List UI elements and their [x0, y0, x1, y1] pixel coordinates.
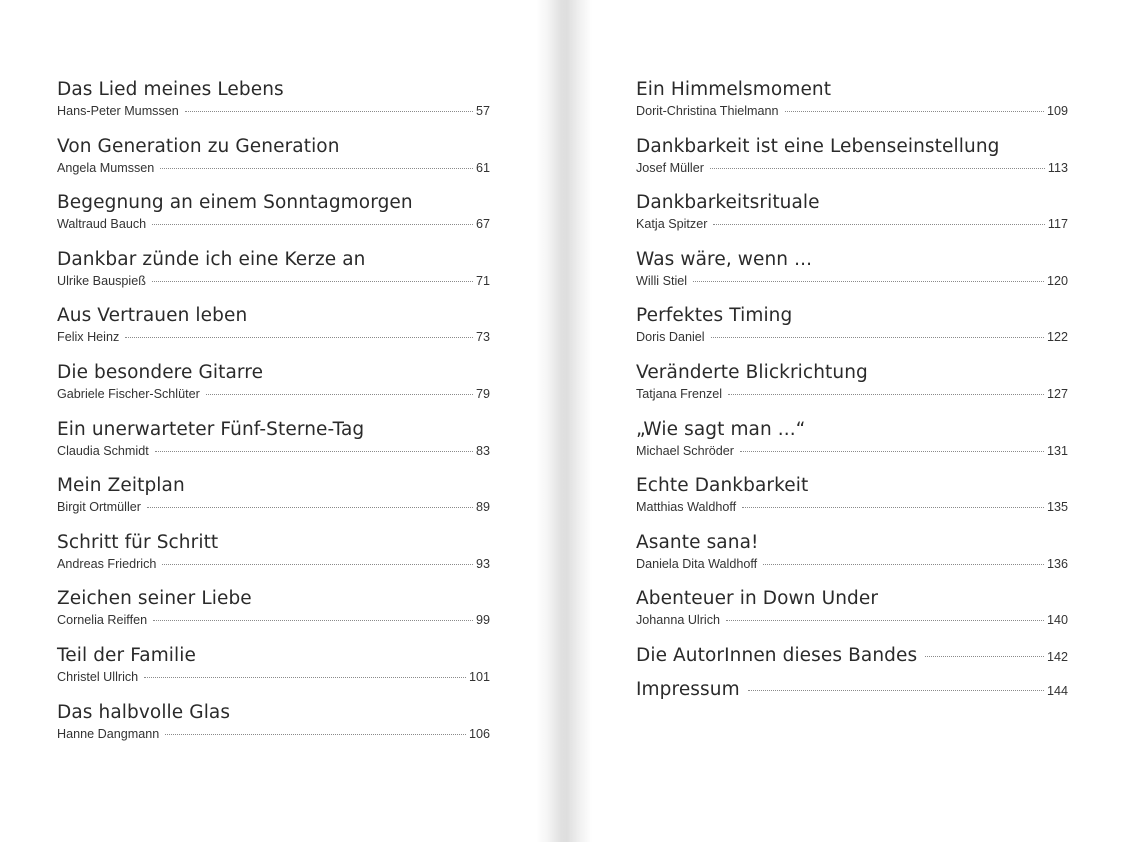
entry-meta	[57, 499, 490, 515]
dot-leader	[185, 111, 473, 112]
dot-leader	[160, 168, 473, 169]
entry-page-number: 83	[475, 443, 490, 458]
entry-meta	[57, 612, 490, 628]
entry-author: Dorit-Christina Thielmann	[636, 104, 779, 118]
entry-author: Claudia Schmidt	[57, 443, 149, 458]
entry-author: Hans-Peter Mumssen	[57, 104, 179, 118]
toc-entry-veraenderte-blickrichtung	[636, 361, 1068, 418]
entry-author: Willi Stiel	[636, 273, 688, 288]
entry-meta	[57, 160, 490, 176]
toc-entry-dankbar-zuende-ich-eine-kerze-an	[57, 248, 490, 305]
entry-meta	[636, 386, 1068, 402]
entry-author: Hanne Dangmann	[57, 726, 160, 741]
dot-leader	[728, 394, 1044, 395]
toc-entry-von-generation-zu-generation	[57, 135, 490, 192]
entry-page-number: 101	[468, 669, 490, 684]
toc-entry-aus-vertrauen-leben	[57, 304, 490, 361]
toc-entry-ein-unerwarteter-fuenf-sterne-tag	[57, 418, 490, 475]
entry-author: Christel Ullrich	[57, 669, 139, 684]
entry-title: Begegnung an einem Sonntagmorgen	[57, 192, 413, 214]
entry-title: Perfektes Timing	[636, 305, 793, 327]
dot-leader	[152, 224, 473, 225]
entry-meta	[57, 556, 490, 572]
entry-author: Felix Heinz	[57, 330, 120, 345]
right-page-contents	[636, 78, 1068, 712]
entry-author: Ulrike Bauspieß	[57, 273, 146, 288]
dot-leader	[785, 111, 1044, 112]
entry-page-number: 127	[1046, 386, 1068, 401]
dot-leader	[711, 337, 1044, 338]
toc-entry-impressum	[636, 678, 1068, 712]
toc-entry-abenteuer-in-down-under	[636, 587, 1068, 644]
toc-entry-echte-dankbarkeit	[636, 474, 1068, 531]
entry-meta	[636, 103, 1068, 119]
entry-page-number: 109	[1046, 104, 1068, 118]
entry-author: Andreas Friedrich	[57, 556, 157, 571]
toc-entry-dankbarkeit-ist-eine-lebenseinstellung	[636, 135, 1068, 192]
toc-entry-das-lied-meines-lebens	[57, 78, 490, 135]
entry-title: Ein Himmelsmoment	[636, 79, 832, 100]
entry-meta	[57, 443, 490, 459]
dot-leader	[693, 281, 1044, 282]
entry-title: Asante sana!	[636, 531, 759, 553]
entry-page-number: 73	[475, 330, 490, 345]
entry-title: Abenteuer in Down Under	[636, 588, 879, 610]
dot-leader	[763, 564, 1044, 565]
dot-leader	[162, 564, 473, 565]
entry-meta	[57, 669, 490, 685]
toc-entry-teil-der-familie	[57, 644, 490, 701]
dot-leader	[125, 337, 473, 338]
entry-page-number: 117	[1047, 217, 1068, 232]
dot-leader	[740, 451, 1044, 452]
entry-title: Dankbar zünde ich eine Kerze an	[57, 248, 366, 270]
entry-meta	[636, 216, 1068, 232]
dot-leader	[742, 507, 1044, 508]
entry-author: Waltraud Bauch	[57, 217, 147, 232]
entry-page-number: 57	[475, 104, 490, 118]
entry-title: Schritt für Schritt	[57, 531, 219, 553]
entry-meta	[57, 726, 490, 742]
toc-entry-dankbarkeitsrituale	[636, 191, 1068, 248]
entry-meta	[57, 216, 490, 232]
dot-leader	[144, 677, 466, 678]
entry-page-number: 93	[475, 556, 490, 571]
toc-entry-wie-sagt-man	[636, 418, 1068, 475]
entry-meta	[636, 273, 1068, 289]
entry-meta	[636, 160, 1068, 176]
entry-page-number: 131	[1046, 443, 1068, 458]
toc-entry-zeichen-seiner-liebe	[57, 587, 490, 644]
entry-page-number: 120	[1046, 273, 1068, 288]
entry-title: Die besondere Gitarre	[57, 361, 264, 383]
entry-meta	[57, 273, 490, 289]
entry-author: Michael Schröder	[636, 443, 734, 458]
entry-author: Gabriele Fischer-Schlüter	[57, 386, 200, 401]
entry-author: Cornelia Reiffen	[57, 613, 148, 628]
toc-entry-das-halbvolle-glas	[57, 701, 490, 758]
entry-title: Was wäre, wenn ...	[636, 248, 813, 270]
entry-meta	[636, 612, 1068, 628]
entry-title: Ein unerwarteter Fünf-Sterne-Tag	[57, 418, 365, 440]
toc-entry-schritt-fuer-schritt	[57, 531, 490, 588]
dot-leader	[147, 507, 473, 508]
entry-meta	[57, 329, 490, 345]
entry-author: Katja Spitzer	[636, 217, 708, 232]
entry-title: Dankbarkeit ist eine Lebenseinstellung	[636, 135, 1000, 157]
toc-entry-perfektes-timing	[636, 304, 1068, 361]
entry-title: Teil der Familie	[57, 644, 197, 666]
entry-page-number: 140	[1046, 613, 1068, 628]
entry-page-number: 142	[1046, 649, 1068, 664]
entry-page-number: 67	[475, 217, 490, 232]
entry-author: Daniela Dita Waldhoff	[636, 556, 758, 571]
entry-title: Veränderte Blickrichtung	[636, 361, 868, 383]
entry-title: Mein Zeitplan	[57, 475, 185, 497]
dot-leader	[710, 168, 1045, 169]
dot-leader	[206, 394, 473, 395]
toc-entry-begegnung-an-einem-sonntagmorgen	[57, 191, 490, 248]
entry-page-number: 113	[1047, 160, 1068, 175]
entry-meta	[636, 556, 1068, 572]
toc-entry-ein-himmelsmoment	[636, 78, 1068, 135]
entry-title: Von Generation zu Generation	[57, 135, 340, 157]
dot-leader	[165, 734, 466, 735]
entry-title: Die AutorInnen dieses Bandes	[636, 644, 918, 666]
entry-page-number: 136	[1046, 556, 1068, 571]
left-page-contents	[57, 78, 490, 757]
toc-entry-was-waere-wenn	[636, 248, 1068, 305]
entry-author: Angela Mumssen	[57, 160, 155, 175]
entry-author: Birgit Ortmüller	[57, 500, 141, 515]
entry-title: Das halbvolle Glas	[57, 701, 231, 723]
entry-page-number: 135	[1046, 500, 1068, 515]
toc-entry-die-besondere-gitarre	[57, 361, 490, 418]
entry-author: Doris Daniel	[636, 330, 705, 345]
entry-author: Matthias Waldhoff	[636, 500, 737, 515]
dot-leader	[925, 656, 1044, 657]
dot-leader	[713, 224, 1045, 225]
dot-leader	[726, 620, 1044, 621]
dot-leader	[155, 451, 473, 452]
entry-meta	[636, 443, 1068, 459]
entry-page-number: 106	[468, 726, 490, 741]
entry-page-number: 144	[1046, 683, 1068, 698]
entry-title: Impressum	[636, 678, 740, 700]
entry-author: Josef Müller	[636, 160, 704, 175]
dot-leader	[152, 281, 473, 282]
entry-page-number: 79	[475, 386, 490, 401]
entry-page-number: 122	[1046, 330, 1068, 345]
entry-title: Das Lied meines Lebens	[57, 79, 284, 100]
entry-author: Tatjana Frenzel	[636, 386, 723, 401]
dot-leader	[748, 690, 1044, 691]
toc-entry-asante-sana	[636, 531, 1068, 588]
book-gutter-shadow	[536, 0, 592, 842]
entry-title: Zeichen seiner Liebe	[57, 588, 252, 610]
entry-page-number: 71	[475, 273, 490, 288]
entry-page-number: 89	[475, 500, 490, 515]
entry-page-number: 61	[475, 160, 490, 175]
entry-title: Dankbarkeitsrituale	[636, 192, 820, 214]
entry-meta	[57, 103, 490, 119]
entry-title: Echte Dankbarkeit	[636, 475, 809, 497]
entry-author: Johanna Ulrich	[636, 613, 721, 628]
entry-meta	[636, 329, 1068, 345]
entry-meta	[57, 386, 490, 402]
dot-leader	[153, 620, 473, 621]
toc-entry-die-autorinnen-dieses-bandes	[636, 644, 1068, 678]
toc-entry-mein-zeitplan	[57, 474, 490, 531]
entry-page-number: 99	[475, 613, 490, 628]
entry-title: Aus Vertrauen leben	[57, 305, 248, 327]
entry-meta	[636, 499, 1068, 515]
entry-title: „Wie sagt man ...“	[636, 418, 806, 440]
